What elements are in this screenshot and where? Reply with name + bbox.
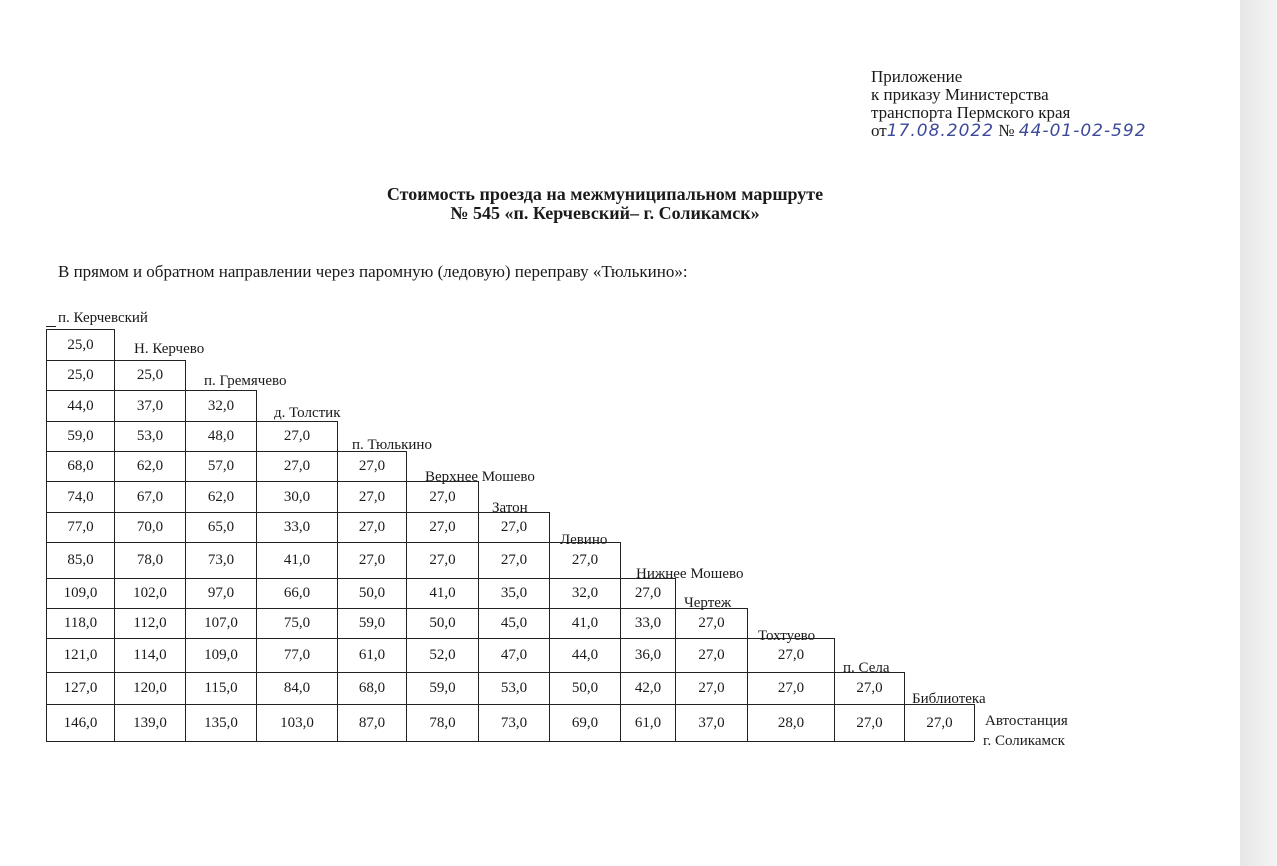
stop-label-final-2: г. Соликамск [983, 733, 1065, 749]
row-end-border [620, 542, 621, 578]
fare-cell: 27,0 [620, 578, 675, 608]
fare-cell: 33,0 [620, 608, 675, 638]
fare-cell: 50,0 [549, 672, 620, 704]
stop-label: Чертеж [684, 595, 732, 611]
fare-cell: 33,0 [256, 512, 337, 542]
fare-cell: 50,0 [337, 578, 406, 608]
fare-cell: 74,0 [46, 481, 114, 512]
fare-cell: 27,0 [834, 704, 904, 741]
fare-cell: 127,0 [46, 672, 114, 704]
row-end-border [675, 578, 676, 608]
fare-cell: 53,0 [478, 672, 549, 704]
fare-cell: 42,0 [620, 672, 675, 704]
fare-cell: 37,0 [114, 390, 185, 421]
row-end-border [747, 608, 748, 638]
handwritten-date: 17.08.2022 [886, 121, 995, 141]
fare-cell: 25,0 [114, 360, 185, 390]
fare-cell: 84,0 [256, 672, 337, 704]
fare-cell: 27,0 [747, 672, 834, 704]
fare-cell: 102,0 [114, 578, 185, 608]
fare-cell: 41,0 [549, 608, 620, 638]
fare-cell: 57,0 [185, 451, 256, 481]
fare-cell: 78,0 [114, 542, 185, 578]
fare-cell: 36,0 [620, 638, 675, 672]
row-end-border [549, 512, 550, 542]
fare-cell: 27,0 [675, 672, 747, 704]
fare-cell: 59,0 [337, 608, 406, 638]
fare-cell: 27,0 [406, 512, 478, 542]
fare-cell: 27,0 [337, 481, 406, 512]
fare-cell: 32,0 [549, 578, 620, 608]
fare-cell: 48,0 [185, 421, 256, 451]
fare-cell: 103,0 [256, 704, 337, 741]
fare-cell: 62,0 [185, 481, 256, 512]
fare-cell: 70,0 [114, 512, 185, 542]
fare-cell: 41,0 [256, 542, 337, 578]
stop-label: Н. Керчево [134, 341, 205, 357]
fare-cell: 69,0 [549, 704, 620, 741]
fare-cell: 27,0 [834, 672, 904, 704]
row-end-border [185, 360, 186, 390]
title-line-1: Стоимость проезда на межмуниципальном маршруте [386, 184, 824, 204]
fare-cell: 25,0 [46, 360, 114, 390]
row-end-border [337, 421, 338, 451]
stop-label: п. Тюлькино [352, 437, 432, 453]
fare-cell: 27,0 [256, 451, 337, 481]
fare-cell: 61,0 [337, 638, 406, 672]
fare-cell: 59,0 [46, 421, 114, 451]
fare-cell: 67,0 [114, 481, 185, 512]
fare-cell: 68,0 [46, 451, 114, 481]
stop-label: д. Толстик [274, 405, 341, 421]
title-line-2: № 545 «п. Керчевский– г. Соликамск» [450, 203, 760, 223]
fare-cell: 27,0 [675, 608, 747, 638]
fare-cell: 78,0 [406, 704, 478, 741]
fare-cell: 62,0 [114, 451, 185, 481]
fare-cell: 139,0 [114, 704, 185, 741]
stop-label: Нижнее Мошево [636, 566, 744, 582]
fare-cell: 27,0 [337, 542, 406, 578]
row-end-border [256, 390, 257, 421]
fare-cell: 27,0 [478, 512, 549, 542]
stop-label: п. Села [843, 660, 890, 676]
fare-cell: 47,0 [478, 638, 549, 672]
stop-label: п. Гремячево [204, 373, 287, 389]
fare-cell: 27,0 [549, 542, 620, 578]
row-end-border [904, 672, 905, 704]
fare-cell: 112,0 [114, 608, 185, 638]
fare-cell: 44,0 [46, 390, 114, 421]
fare-cell: 66,0 [256, 578, 337, 608]
stop-label: Затон [492, 500, 528, 516]
fare-cell: 107,0 [185, 608, 256, 638]
stop-label: п. Керчевский [58, 310, 148, 326]
fare-cell: 120,0 [114, 672, 185, 704]
fare-cell: 73,0 [185, 542, 256, 578]
fare-cell: 114,0 [114, 638, 185, 672]
row-end-border [406, 451, 407, 481]
fare-cell: 52,0 [406, 638, 478, 672]
row-end-border [974, 704, 975, 741]
fare-cell: 50,0 [406, 608, 478, 638]
fare-cell: 27,0 [675, 638, 747, 672]
stop-label: Верхнее Мошево [425, 469, 535, 485]
fare-cell: 32,0 [185, 390, 256, 421]
fare-cell: 65,0 [185, 512, 256, 542]
fare-cell: 27,0 [406, 542, 478, 578]
fare-cell: 135,0 [185, 704, 256, 741]
fare-cell: 35,0 [478, 578, 549, 608]
fare-cell: 37,0 [675, 704, 747, 741]
fare-cell: 77,0 [256, 638, 337, 672]
fare-cell: 146,0 [46, 704, 114, 741]
fare-cell: 27,0 [406, 481, 478, 512]
fare-cell: 87,0 [337, 704, 406, 741]
label-underline [46, 326, 56, 327]
row-end-border [478, 481, 479, 512]
direction-note: В прямом и обратном направлении через паромную (ледовую) переправу «Тюлькино»: [58, 262, 688, 281]
row-end-border [114, 329, 115, 360]
fare-cell: 121,0 [46, 638, 114, 672]
appendix-line-2: к приказу Министерства [871, 85, 1049, 104]
fare-cell: 75,0 [256, 608, 337, 638]
fare-cell: 27,0 [747, 638, 834, 672]
fare-cell: 27,0 [904, 704, 974, 741]
fare-cell: 45,0 [478, 608, 549, 638]
fare-cell: 27,0 [337, 451, 406, 481]
fare-cell: 85,0 [46, 542, 114, 578]
fare-cell: 109,0 [46, 578, 114, 608]
fare-cell: 25,0 [46, 329, 114, 360]
handwritten-order-number: 44-01-02-592 [1018, 121, 1147, 141]
fare-cell: 27,0 [478, 542, 549, 578]
fare-cell: 109,0 [185, 638, 256, 672]
fare-cell: 53,0 [114, 421, 185, 451]
appendix-line-3: транспорта Пермского края [871, 103, 1071, 122]
stop-label: Левино [560, 532, 608, 548]
fare-cell: 68,0 [337, 672, 406, 704]
fare-cell: 61,0 [620, 704, 675, 741]
fare-cell: 27,0 [256, 421, 337, 451]
fare-cell: 27,0 [337, 512, 406, 542]
fare-cell: 115,0 [185, 672, 256, 704]
fare-cell: 118,0 [46, 608, 114, 638]
fare-cell: 59,0 [406, 672, 478, 704]
table-bottom-border [46, 741, 974, 742]
stop-label-final-1: Автостанция [985, 713, 1068, 729]
fare-cell: 28,0 [747, 704, 834, 741]
fare-cell: 30,0 [256, 481, 337, 512]
stop-label: Библиотека [912, 691, 986, 707]
appendix-line-1: Приложение [871, 67, 963, 86]
row-end-border [834, 638, 835, 672]
fare-cell: 77,0 [46, 512, 114, 542]
number-prefix: № [998, 121, 1015, 140]
from-prefix: от [871, 121, 887, 140]
fare-cell: 97,0 [185, 578, 256, 608]
stop-label: Тохтуево [758, 628, 816, 644]
fare-cell: 44,0 [549, 638, 620, 672]
fare-cell: 41,0 [406, 578, 478, 608]
fare-cell: 73,0 [478, 704, 549, 741]
